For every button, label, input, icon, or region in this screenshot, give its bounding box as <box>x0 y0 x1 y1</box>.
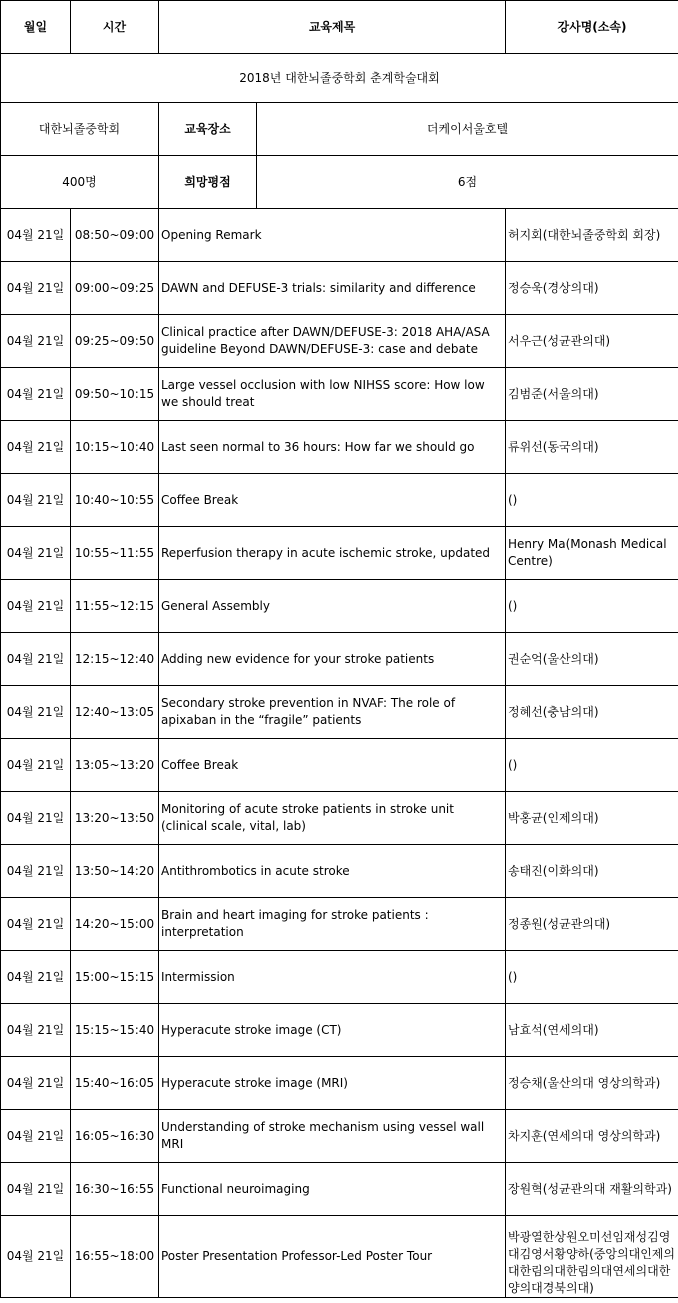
session-time: 11:55~12:15 <box>71 580 159 633</box>
session-time: 14:20~15:00 <box>71 898 159 951</box>
organizer: 대한뇌졸중학회 <box>1 103 159 156</box>
header-date: 월일 <box>1 1 71 54</box>
table-row <box>1 209 678 262</box>
session-date: 04월 21일 <box>1 739 71 792</box>
session-date: 04월 21일 <box>1 209 71 262</box>
session-time: 12:15~12:40 <box>71 633 159 686</box>
session-speaker: () <box>506 739 678 792</box>
table-row <box>1 739 678 792</box>
session-time: 10:55~11:55 <box>71 527 159 580</box>
session-topic: Reperfusion therapy in acute ischemic stroke, updated <box>159 527 506 580</box>
rating-label: 희망평점 <box>159 156 257 209</box>
session-topic: DAWN and DEFUSE-3 trials: similarity and difference <box>159 262 506 315</box>
session-topic: Coffee Break <box>159 474 506 527</box>
session-speaker: 류위선(동국의대) <box>506 421 678 474</box>
session-topic: Clinical practice after DAWN/DEFUSE-3: 2018 AHA/ASA guideline Beyond DAWN/DEFUSE-3: case and debate <box>159 315 506 368</box>
session-topic: Adding new evidence for your stroke patients <box>159 633 506 686</box>
table-row <box>1 898 678 951</box>
table-row <box>1 580 678 633</box>
session-speaker: 서우근(성균관의대) <box>506 315 678 368</box>
table-row <box>1 1216 678 1298</box>
session-speaker: 정승채(울산의대 영상의학과) <box>506 1057 678 1110</box>
session-topic: Understanding of stroke mechanism using vessel wall MRI <box>159 1110 506 1163</box>
session-date: 04월 21일 <box>1 580 71 633</box>
session-topic: Opening Remark <box>159 209 506 262</box>
session-time: 16:05~16:30 <box>71 1110 159 1163</box>
session-speaker: 정종원(성균관의대) <box>506 898 678 951</box>
venue-label: 교육장소 <box>159 103 257 156</box>
info-row-capacity <box>1 156 678 209</box>
page-title: 2018년 대한뇌졸중학회 춘계학술대회 <box>1 54 678 103</box>
table-row <box>1 1110 678 1163</box>
session-topic: Intermission <box>159 951 506 1004</box>
session-date: 04월 21일 <box>1 951 71 1004</box>
session-topic: Last seen normal to 36 hours: How far we should go <box>159 421 506 474</box>
header-speaker: 강사명(소속) <box>506 1 678 54</box>
table-row <box>1 1163 678 1216</box>
session-date: 04월 21일 <box>1 368 71 421</box>
session-speaker: 차지훈(연세의대 영상의학과) <box>506 1110 678 1163</box>
session-topic: Functional neuroimaging <box>159 1163 506 1216</box>
session-time: 09:00~09:25 <box>71 262 159 315</box>
session-speaker: 김범준(서울의대) <box>506 368 678 421</box>
session-time: 08:50~09:00 <box>71 209 159 262</box>
session-topic: Large vessel occlusion with low NIHSS score: How low we should treat <box>159 368 506 421</box>
session-date: 04월 21일 <box>1 1057 71 1110</box>
session-speaker: 허지회(대한뇌졸중학회 회장) <box>506 209 678 262</box>
table-row <box>1 421 678 474</box>
table-row <box>1 845 678 898</box>
table-row <box>1 951 678 1004</box>
session-date: 04월 21일 <box>1 633 71 686</box>
session-time: 12:40~13:05 <box>71 686 159 739</box>
session-speaker: () <box>506 474 678 527</box>
table-row <box>1 1057 678 1110</box>
session-time: 09:25~09:50 <box>71 315 159 368</box>
session-topic: Poster Presentation Professor-Led Poster Tour <box>159 1216 506 1298</box>
session-time: 09:50~10:15 <box>71 368 159 421</box>
session-speaker: 남효석(연세의대) <box>506 1004 678 1057</box>
session-time: 16:30~16:55 <box>71 1163 159 1216</box>
session-date: 04월 21일 <box>1 315 71 368</box>
table-row <box>1 633 678 686</box>
session-date: 04월 21일 <box>1 262 71 315</box>
session-speaker: () <box>506 580 678 633</box>
session-topic: Brain and heart imaging for stroke patients : interpretation <box>159 898 506 951</box>
session-time: 15:00~15:15 <box>71 951 159 1004</box>
session-time: 15:15~15:40 <box>71 1004 159 1057</box>
session-date: 04월 21일 <box>1 845 71 898</box>
session-date: 04월 21일 <box>1 527 71 580</box>
session-date: 04월 21일 <box>1 1110 71 1163</box>
table-header <box>1 1 678 54</box>
session-time: 15:40~16:05 <box>71 1057 159 1110</box>
session-date: 04월 21일 <box>1 474 71 527</box>
session-date: 04월 21일 <box>1 1163 71 1216</box>
session-topic: Antithrombotics in acute stroke <box>159 845 506 898</box>
session-time: 10:40~10:55 <box>71 474 159 527</box>
session-date: 04월 21일 <box>1 1004 71 1057</box>
rating-value: 6점 <box>257 156 678 209</box>
session-speaker: 권순억(울산의대) <box>506 633 678 686</box>
header-topic: 교육제목 <box>159 1 506 54</box>
session-speaker: 정혜선(충남의대) <box>506 686 678 739</box>
session-date: 04월 21일 <box>1 898 71 951</box>
session-topic: Hyperacute stroke image (MRI) <box>159 1057 506 1110</box>
session-date: 04월 21일 <box>1 1216 71 1298</box>
session-speaker: 정승욱(경상의대) <box>506 262 678 315</box>
session-date: 04월 21일 <box>1 421 71 474</box>
table-row <box>1 792 678 845</box>
capacity-value: 400명 <box>1 156 159 209</box>
session-speaker: 송태진(이화의대) <box>506 845 678 898</box>
table-row <box>1 527 678 580</box>
session-date: 04월 21일 <box>1 686 71 739</box>
session-time: 13:05~13:20 <box>71 739 159 792</box>
session-list <box>1 209 678 1298</box>
session-topic: Hyperacute stroke image (CT) <box>159 1004 506 1057</box>
table-row <box>1 262 678 315</box>
venue-value: 더케이서울호텔 <box>257 103 678 156</box>
table-row <box>1 368 678 421</box>
session-topic: Secondary stroke prevention in NVAF: The role of apixaban in the “fragile” patients <box>159 686 506 739</box>
session-speaker: 장원혁(성균관의대 재활의학과) <box>506 1163 678 1216</box>
session-speaker: 박광열한상원오미선임재성김영대김영서황양하(중앙의대인제의대한림의대한림의대연세의대한양의대경북의대) <box>506 1216 678 1298</box>
table-row <box>1 315 678 368</box>
table-row <box>1 1004 678 1057</box>
session-speaker: () <box>506 951 678 1004</box>
info-row-venue <box>1 103 678 156</box>
session-time: 13:50~14:20 <box>71 845 159 898</box>
session-time: 10:15~10:40 <box>71 421 159 474</box>
header-time: 시간 <box>71 1 159 54</box>
session-date: 04월 21일 <box>1 792 71 845</box>
session-topic: Coffee Break <box>159 739 506 792</box>
table-row <box>1 474 678 527</box>
session-topic: General Assembly <box>159 580 506 633</box>
session-speaker: 박홍균(인제의대) <box>506 792 678 845</box>
session-time: 13:20~13:50 <box>71 792 159 845</box>
session-topic: Monitoring of acute stroke patients in stroke unit (clinical scale, vital, lab) <box>159 792 506 845</box>
table-row <box>1 686 678 739</box>
session-speaker: Henry Ma(Monash Medical Centre) <box>506 527 678 580</box>
session-time: 16:55~18:00 <box>71 1216 159 1298</box>
